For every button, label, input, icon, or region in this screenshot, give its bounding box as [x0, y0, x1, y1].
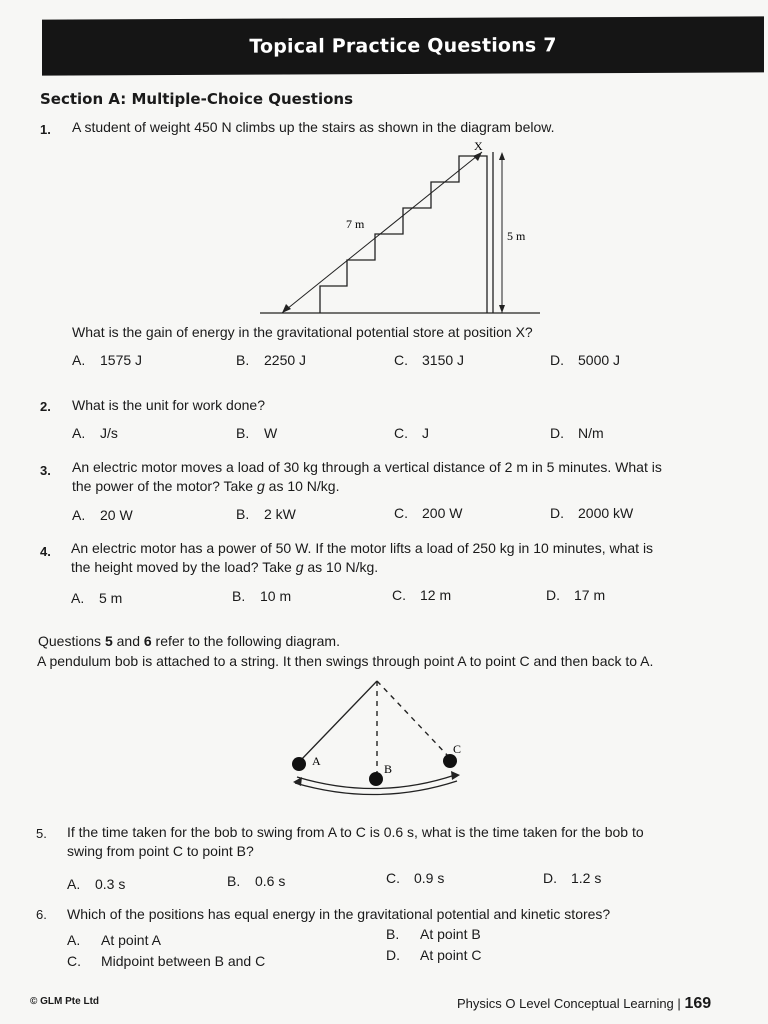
height-arrowhead-top	[499, 152, 505, 160]
q5-option-d: D. 1.2 s	[543, 870, 602, 886]
q4-option-d: D. 17 m	[546, 587, 606, 603]
swing-arrowhead-left	[293, 777, 302, 786]
question-2-text: What is the unit for work done?	[72, 397, 265, 413]
q1-option-b: B. 2250 J	[236, 352, 307, 368]
slant-arrowhead-bottom	[282, 304, 291, 313]
q5-option-c: C. 0.9 s	[386, 870, 445, 886]
bob-position-b	[369, 772, 383, 786]
question-1-subtext: What is the gain of energy in the gravitational potential store at position X?	[72, 324, 533, 340]
q2-option-d: D. N/m	[550, 425, 604, 441]
q4-option-a: A. 5 m	[71, 590, 123, 606]
q3-option-b: B. 2 kW	[236, 506, 296, 522]
bob-position-a	[292, 757, 306, 771]
question-2-number: 2.	[40, 399, 51, 414]
footer-publisher: © GLM Pte Ltd	[30, 996, 100, 1007]
question-4-number: 4.	[40, 544, 51, 559]
q6-option-a: A. At point A	[67, 932, 161, 948]
pendulum-string-c-dashed	[377, 681, 449, 757]
stairs-diagram	[255, 138, 555, 320]
q2-option-c: C. J	[394, 425, 429, 441]
q1-option-d: D. 5000 J	[550, 352, 621, 368]
footer-book-title: Physics O Level Conceptual Learning	[457, 996, 674, 1011]
question-3-text: An electric motor moves a load of 30 kg through a vertical distance of 2 m in 5 minutes. What is the power of the motor? Take g as 10 N/kg.	[72, 459, 662, 494]
question-5-text: If the time taken for the bob to swing from A to C is 0.6 s, what is the time taken for the bob to swing from point C to point B?	[67, 824, 644, 859]
page-number: 169	[684, 995, 712, 1012]
question-1-number: 1.	[40, 122, 51, 137]
q2-option-a: A. J/s	[72, 425, 118, 441]
q3-option-d: D. 2000 kW	[550, 505, 634, 521]
footer-book-page	[457, 995, 711, 1013]
bob-position-c	[443, 754, 457, 768]
label-b: B	[384, 762, 393, 776]
label-a: A	[312, 754, 321, 768]
q6-option-b: B. At point B	[386, 926, 481, 942]
height-arrowhead-bottom	[499, 305, 505, 313]
section-title: Section A: Multiple-Choice Questions	[40, 90, 354, 108]
q5-option-a: A. 0.3 s	[67, 876, 126, 892]
question-4-text: An electric motor has a power of 50 W. If the motor lifts a load of 250 kg in 10 minutes, what is the height moved by the load? Take g as 10 N/kg.	[71, 540, 654, 575]
swing-arrowhead-right	[451, 771, 460, 780]
q4-option-c: C. 12 m	[392, 587, 452, 603]
footer-separator: |	[677, 996, 681, 1011]
q6-option-d: D. At point C	[386, 947, 482, 963]
question-1-text: A student of weight 450 N climbs up the stairs as shown in the diagram below.	[72, 119, 555, 135]
q1-option-a: A. 1575 J	[72, 352, 143, 368]
pendulum-string-a	[300, 681, 377, 761]
q3-option-c: C. 200 W	[394, 505, 463, 521]
label-x: X	[474, 139, 483, 153]
label-slant-length: 7 m	[346, 217, 365, 231]
q4-option-b: B. 10 m	[232, 588, 292, 604]
page-header-banner	[42, 16, 764, 75]
pendulum-description: A pendulum bob is attached to a string. It then swings through point A to point C and then back to A.	[37, 653, 654, 669]
q5-option-b: B. 0.6 s	[227, 873, 286, 889]
question-6-number: 6.	[36, 907, 47, 922]
pendulum-diagram	[285, 675, 475, 805]
questions-5-6-intro: Questions 5 and 6 refer to the following diagram.	[38, 633, 340, 649]
question-5-number: 5.	[36, 826, 47, 841]
q6-option-c: C. Midpoint between B and C	[67, 953, 266, 969]
question-3-number: 3.	[40, 463, 51, 478]
q2-option-b: B. W	[236, 425, 278, 441]
label-c: C	[453, 742, 462, 756]
stairs-outline	[320, 156, 487, 313]
question-6-text: Which of the positions has equal energy in the gravitational potential and kinetic stores?	[67, 906, 611, 922]
q3-option-a: A. 20 W	[72, 507, 133, 523]
q1-option-c: C. 3150 J	[394, 352, 465, 368]
slant-distance-line	[282, 152, 482, 313]
page-title: Topical Practice Questions 7	[249, 34, 557, 58]
label-height: 5 m	[507, 229, 526, 243]
